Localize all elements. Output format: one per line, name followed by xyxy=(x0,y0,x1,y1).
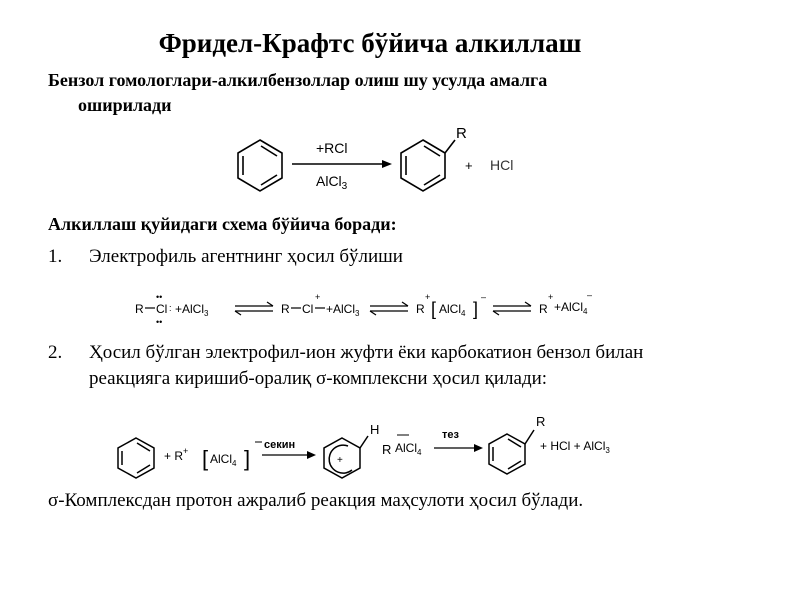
svg-text:–: – xyxy=(481,292,487,302)
svg-text:]: ] xyxy=(473,299,479,319)
step-2-line-2: реакцияга киришиб-оралиқ σ-комплексни ҳосил қилади: xyxy=(89,368,548,389)
catalyst-label: AlCl$_3$ xyxy=(316,173,348,192)
reagent-label: +RCl xyxy=(316,140,348,156)
h-label: H xyxy=(370,422,380,437)
svg-text:–: – xyxy=(587,290,593,300)
plus-charge: + xyxy=(315,292,321,302)
svg-text:+: + xyxy=(548,292,554,302)
svg-text:R: R xyxy=(539,302,548,316)
svg-text:[: [ xyxy=(431,299,437,319)
fast-arrow xyxy=(434,444,483,452)
products-label: + HCl + AlCl$_3$ xyxy=(540,439,610,455)
cl-label-2: Cl xyxy=(302,302,314,316)
hcl-byproduct: HCl xyxy=(490,157,514,173)
svg-text:••: •• xyxy=(156,317,163,327)
reaction-3-scheme xyxy=(112,410,642,490)
benzene-ring-start xyxy=(118,438,154,478)
svg-text:]: ] xyxy=(244,446,251,471)
cl-label: Cl xyxy=(156,302,168,316)
svg-text:+AlCl4: +AlCl$_4$ xyxy=(554,300,588,316)
alcl4-counter: AlCl$_4$ xyxy=(395,441,422,457)
benzene-ring-product xyxy=(401,140,455,191)
fast-label: тез xyxy=(442,429,459,441)
substituent-r: R xyxy=(456,125,467,142)
equilibrium-arrow-1 xyxy=(235,302,273,315)
r-label-2: R xyxy=(281,302,290,316)
r-cation: R xyxy=(416,302,425,316)
slow-arrow xyxy=(262,451,316,459)
svg-text::: : xyxy=(169,303,172,313)
equilibrium-arrow-3 xyxy=(493,302,531,315)
sigma-complex xyxy=(324,436,368,478)
alcl4-anion: AlCl$_4$ xyxy=(439,302,466,318)
svg-text:+: + xyxy=(425,292,431,302)
step-2-text xyxy=(89,340,789,392)
slide-title: Фридел-Крафтс бўйича алкиллаш xyxy=(158,28,582,58)
conclusion-text: σ-Комплексдан протон ажралиб реакция маҳсулоти ҳосил бўлади. xyxy=(48,490,584,511)
alcl3-complex: +AlCl$_3$ xyxy=(326,302,360,318)
intro-line-1: Бензол гомологлари-алкилбензоллар олиш шу усулда амалга xyxy=(48,70,548,90)
benzene-ring-alkylated xyxy=(489,430,534,474)
scheme-heading: Алкиллаш қуйидаги схема бўйича боради: xyxy=(48,214,397,234)
benzene-ring-reactant xyxy=(238,140,282,191)
slow-label: секин xyxy=(264,439,296,451)
intro-text xyxy=(48,68,748,118)
svg-text:[: [ xyxy=(202,446,209,471)
alcl4-anion-3: AlCl$_4$ xyxy=(210,452,237,468)
plus-sign: + xyxy=(465,158,473,173)
r-label-3: R xyxy=(382,442,392,457)
r-cation-reagent: + R+ xyxy=(164,446,189,463)
reaction-arrow xyxy=(292,160,392,168)
svg-text:••: •• xyxy=(156,292,163,302)
r-label: R xyxy=(135,302,144,316)
equilibrium-arrow-2 xyxy=(370,302,408,315)
reaction-2-scheme xyxy=(125,285,605,330)
reaction-1-scheme xyxy=(230,118,560,198)
alcl3-reagent: +AlCl$_3$ xyxy=(175,302,209,318)
substituent-r-3: R xyxy=(536,414,546,429)
step-2-number: 2. xyxy=(48,342,63,363)
step-2-line-1: Ҳосил бўлган электрофил-ион жуфти ёки карбокатион бензол билан xyxy=(89,342,644,363)
step-1-text: Электрофиль агентнинг ҳосил бўлиши xyxy=(89,246,403,267)
svg-text:+: + xyxy=(337,455,343,466)
intro-line-2: оширилади xyxy=(78,95,172,115)
step-1-number: 1. xyxy=(48,246,63,267)
